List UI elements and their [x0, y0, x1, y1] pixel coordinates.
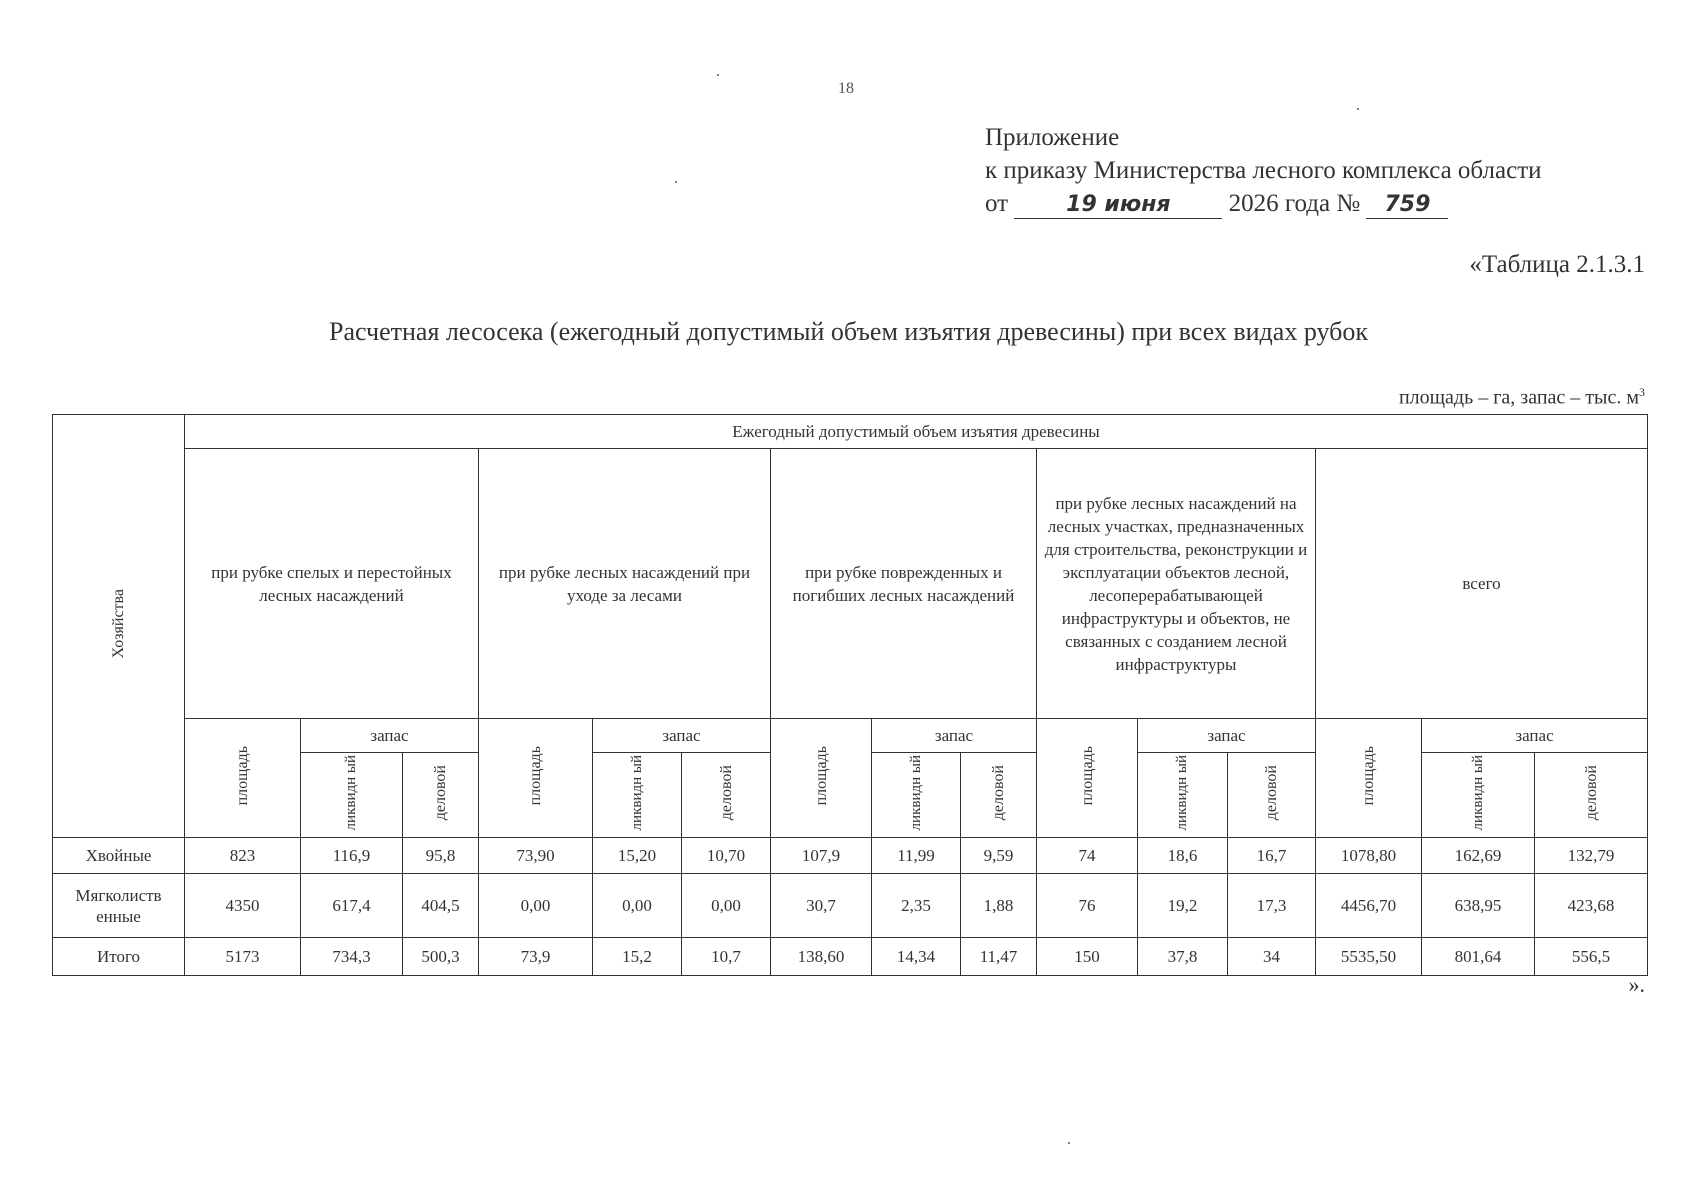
appendix-block — [985, 121, 1542, 220]
area-header: площадь — [185, 719, 301, 838]
table-row-total — [53, 938, 1648, 976]
stock-header: запас — [1138, 719, 1316, 753]
table-cell: 500,3 — [403, 938, 479, 976]
group-header-mature: при рубке спелых и перестойных лесных насаждений — [185, 449, 479, 719]
table-cell: 823 — [185, 838, 301, 874]
scan-speck — [1357, 108, 1359, 110]
business-header: деловой — [1535, 753, 1648, 838]
table-number: «Таблица 2.1.3.1 — [1469, 251, 1645, 278]
table-cell: 74 — [1037, 838, 1138, 874]
table-cell: 556,5 — [1535, 938, 1648, 976]
year-text: 2026 года № — [1228, 190, 1361, 217]
area-header: площадь — [771, 719, 872, 838]
table-cell: 734,3 — [301, 938, 403, 976]
group-header-construction: при рубке лесных насаждений на лесных участках, предназначенных для строительства, реконструкции и эксплуатации объектов лесной, лесоперерабатывающей инфраструктуры и объектов, не связанных с созданием лесной инфраструктуры — [1037, 449, 1316, 719]
table-cell: 2,35 — [872, 874, 961, 938]
area-header: площадь — [479, 719, 593, 838]
table-cell: 15,2 — [593, 938, 682, 976]
farms-header: Хозяйства — [110, 589, 127, 659]
group-header-damaged: при рубке поврежденных и погибших лесных насаждений — [771, 449, 1037, 719]
area-header: площадь — [1316, 719, 1422, 838]
liquid-header: ликвидн ый — [872, 753, 961, 838]
stock-header: запас — [872, 719, 1037, 753]
table-cell: 4456,70 — [1316, 874, 1422, 938]
business-header: деловой — [682, 753, 771, 838]
table-cell: 116,9 — [301, 838, 403, 874]
table-cell: 138,60 — [771, 938, 872, 976]
table-cell: 18,6 — [1138, 838, 1228, 874]
table-cell: 5535,50 — [1316, 938, 1422, 976]
liquid-header: ликвидн ый — [1422, 753, 1535, 838]
business-header: деловой — [1228, 753, 1316, 838]
units-note — [1399, 385, 1645, 410]
allowable-cut-table — [52, 414, 1648, 976]
table-cell: 11,47 — [961, 938, 1037, 976]
table-cell: 107,9 — [771, 838, 872, 874]
liquid-header: ликвидн ый — [301, 753, 403, 838]
row-name: Итого — [53, 938, 185, 976]
table-cell: 73,90 — [479, 838, 593, 874]
table-cell: 19,2 — [1138, 874, 1228, 938]
table-cell: 11,99 — [872, 838, 961, 874]
table-cell: 14,34 — [872, 938, 961, 976]
area-header: площадь — [1037, 719, 1138, 838]
page-number: 18 — [838, 80, 854, 97]
stock-header: запас — [593, 719, 771, 753]
appendix-order: к приказу Министерства лесного комплекса области — [985, 157, 1542, 184]
scan-speck — [675, 181, 677, 183]
table-cell: 162,69 — [1422, 838, 1535, 874]
table-cell: 9,59 — [961, 838, 1037, 874]
table-cell: 1,88 — [961, 874, 1037, 938]
liquid-header: ликвидн ый — [593, 753, 682, 838]
table-cell: 76 — [1037, 874, 1138, 938]
table-cell: 150 — [1037, 938, 1138, 976]
farms-header-cell — [53, 415, 185, 838]
table-cell: 17,3 — [1228, 874, 1316, 938]
row-name: Хвойные — [53, 838, 185, 874]
table-cell: 4350 — [185, 874, 301, 938]
document-title: Расчетная лесосека (ежегодный допустимый объем изъятия древесины) при всех видах рубок — [329, 317, 1368, 346]
table-cell: 5173 — [185, 938, 301, 976]
table-cell: 1078,80 — [1316, 838, 1422, 874]
row-name: Мягколиств енные — [53, 874, 185, 938]
group-header-total: всего — [1316, 449, 1648, 719]
scan-speck — [717, 74, 719, 76]
table-cell: 95,8 — [403, 838, 479, 874]
business-header: деловой — [403, 753, 479, 838]
table-cell: 10,70 — [682, 838, 771, 874]
table-cell: 0,00 — [682, 874, 771, 938]
scan-speck — [1068, 1142, 1070, 1144]
table-cell: 16,7 — [1228, 838, 1316, 874]
table-cell: 10,7 — [682, 938, 771, 976]
business-header: деловой — [961, 753, 1037, 838]
table-row-conifers — [53, 838, 1648, 874]
table-cell: 617,4 — [301, 874, 403, 938]
handwritten-number: 759 — [1366, 192, 1448, 219]
table-cell: 638,95 — [1422, 874, 1535, 938]
table-cell: 34 — [1228, 938, 1316, 976]
appendix-title: Приложение — [985, 124, 1120, 151]
appendix-date-line — [985, 187, 1542, 220]
table-cell: 801,64 — [1422, 938, 1535, 976]
table-row-softwood — [53, 874, 1648, 938]
handwritten-date: 19 июня — [1014, 192, 1222, 219]
liquid-header: ликвидн ый — [1138, 753, 1228, 838]
units-superscript: 3 — [1639, 385, 1645, 399]
table-cell: 15,20 — [593, 838, 682, 874]
table-cell: 37,8 — [1138, 938, 1228, 976]
stock-header: запас — [1422, 719, 1648, 753]
table-cell: 0,00 — [479, 874, 593, 938]
table-cell: 30,7 — [771, 874, 872, 938]
from-label: от — [985, 190, 1009, 217]
table-cell: 0,00 — [593, 874, 682, 938]
group-header-thinning: при рубке лесных насаждений при уходе за лесами — [479, 449, 771, 719]
table-cell: 73,9 — [479, 938, 593, 976]
table-cell: 423,68 — [1535, 874, 1648, 938]
units-text: площадь – га, запас – тыс. м — [1398, 386, 1639, 409]
annual-volume-header: Ежегодный допустимый объем изъятия древесины — [185, 415, 1648, 449]
table-cell: 132,79 — [1535, 838, 1648, 874]
closing-quote: ». — [1628, 972, 1645, 997]
stock-header: запас — [301, 719, 479, 753]
table-cell: 404,5 — [403, 874, 479, 938]
